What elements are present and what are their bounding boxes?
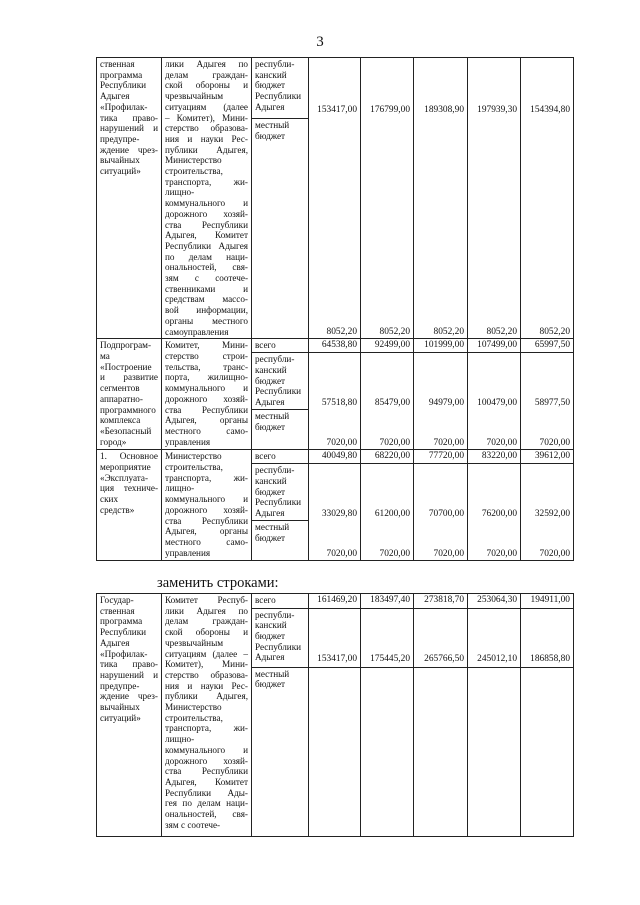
text-line: «Построение bbox=[100, 361, 152, 372]
text-line: Адыгея bbox=[255, 397, 285, 408]
text-line: местный bbox=[255, 522, 290, 533]
text-line: бюджет bbox=[255, 532, 286, 543]
text-line: Адыгея bbox=[100, 91, 130, 102]
text-line: ждение чрез- bbox=[100, 691, 158, 702]
funding-table-replacement bbox=[96, 593, 574, 837]
text-line: всего bbox=[255, 451, 276, 462]
funding-source-cell bbox=[252, 339, 309, 353]
value-cell: 39612,00 bbox=[521, 450, 574, 464]
text-line: Комитет), Мини- bbox=[165, 659, 248, 670]
text-line: дорожного хозяй- bbox=[165, 393, 248, 404]
text-line: коммунального и bbox=[165, 744, 248, 755]
text-line: бюджет bbox=[255, 421, 286, 432]
text-line: республи- bbox=[255, 465, 295, 476]
text-line: всего bbox=[255, 340, 276, 351]
text-line: стерство строи- bbox=[165, 350, 248, 361]
text-line: Республики bbox=[255, 497, 302, 508]
text-line: ских bbox=[100, 494, 119, 505]
value-cell: 273818,70 bbox=[414, 594, 468, 609]
text-line: органы местного bbox=[165, 315, 248, 326]
text-line: управления bbox=[165, 436, 211, 447]
value-cell: 107499,00 bbox=[468, 339, 521, 353]
text-line: Адыгея, органы bbox=[165, 415, 248, 426]
text-line: Республики bbox=[100, 80, 147, 91]
text-line: ства Республики bbox=[165, 515, 248, 526]
text-line: Министерство bbox=[165, 702, 222, 713]
value-cell: 153417,00 8052,20 bbox=[309, 58, 361, 339]
executor-cell bbox=[162, 450, 252, 561]
text-line: ждение чрез- bbox=[100, 144, 158, 155]
text-line: предупре- bbox=[100, 680, 140, 691]
text-line: дорожного хозяй- bbox=[165, 755, 248, 766]
text-line: порта, жилищно- bbox=[165, 372, 248, 383]
value-cell: 175445,20 bbox=[361, 608, 414, 667]
text-line: Адыгея bbox=[255, 652, 285, 663]
text-line: ния и науки Рес- bbox=[165, 133, 248, 144]
text-line: делам граждан- bbox=[165, 69, 248, 80]
value-cell: 68220,00 bbox=[361, 450, 414, 464]
value-cell bbox=[521, 667, 574, 836]
text-line: ской обороны и bbox=[165, 80, 248, 91]
text-line: средствам массо- bbox=[165, 294, 248, 305]
text-line: ситуаций» bbox=[100, 166, 141, 177]
value-cell bbox=[414, 667, 468, 836]
text-line: канский bbox=[255, 620, 287, 631]
funding-source-cell bbox=[252, 521, 309, 561]
value-cell: 197939,30 8052,20 bbox=[468, 58, 521, 339]
text-line: дорожного хозяй- bbox=[165, 208, 248, 219]
text-line: зям с соотече- bbox=[165, 273, 248, 284]
funding-source-cell bbox=[252, 353, 309, 410]
text-line: публики Адыгея, bbox=[165, 144, 248, 155]
value-cell: 83220,00 bbox=[468, 450, 521, 464]
text-line: программа bbox=[100, 69, 143, 80]
text-line: лики Адыгея по bbox=[165, 59, 248, 69]
text-line: чрезвычайным bbox=[165, 91, 224, 102]
value-cell: 57518,80 7020,00 bbox=[309, 353, 361, 450]
value-cell: 40049,80 bbox=[309, 450, 361, 464]
text-line: ства Республики bbox=[165, 404, 248, 415]
text-line: строительства, bbox=[165, 461, 223, 472]
text-line: сегментов bbox=[100, 383, 140, 394]
text-line: зям с соотече- bbox=[165, 819, 221, 830]
text-line: 1. Основное bbox=[100, 451, 158, 462]
text-line: – Комитет), Мини- bbox=[165, 112, 248, 123]
text-line: Республики bbox=[100, 627, 147, 638]
program-name-cell bbox=[97, 450, 162, 561]
funding-source-cell bbox=[252, 58, 309, 119]
value-cell: 265766,50 bbox=[414, 608, 468, 667]
text-line: делам граждан- bbox=[165, 616, 248, 627]
value-cell: 32592,00 7020,00 bbox=[521, 464, 574, 561]
value-cell: 183497,40 bbox=[361, 594, 414, 609]
text-line: транспорта, жи- bbox=[165, 472, 248, 483]
text-line: и развитие bbox=[100, 372, 158, 383]
value-cell: 94979,00 7020,00 bbox=[414, 353, 468, 450]
table-row bbox=[97, 594, 574, 609]
text-line: вычайных bbox=[100, 702, 140, 713]
program-name-cell bbox=[97, 58, 162, 339]
value-cell: 176799,00 8052,20 bbox=[361, 58, 414, 339]
text-line: ственная bbox=[100, 605, 135, 616]
text-line: ственная bbox=[100, 59, 135, 69]
value-cell: 154394,80 8052,20 bbox=[521, 58, 574, 339]
text-line: строительства, bbox=[165, 166, 223, 177]
value-cell: 85479,00 7020,00 bbox=[361, 353, 414, 450]
table-row bbox=[97, 58, 574, 119]
text-line: местный bbox=[255, 120, 290, 131]
value-cell: 92499,00 bbox=[361, 339, 414, 353]
text-line: бюджет bbox=[255, 630, 286, 641]
value-cell: 33029,80 7020,00 bbox=[309, 464, 361, 561]
text-line: канский bbox=[255, 69, 287, 80]
page-number: 3 bbox=[316, 34, 324, 50]
text-line: Комитет Респуб- bbox=[165, 595, 248, 605]
text-line: программа bbox=[100, 616, 143, 627]
program-name-cell bbox=[97, 339, 162, 450]
value-cell: 65997,50 bbox=[521, 339, 574, 353]
text-line: ональностей, свя- bbox=[165, 262, 248, 273]
text-line: предупре- bbox=[100, 133, 140, 144]
text-line: Адыгея, органы bbox=[165, 526, 248, 537]
text-line: ства Республики bbox=[165, 766, 248, 777]
text-line: республи- bbox=[255, 354, 295, 365]
text-line: «Профилак- bbox=[100, 648, 148, 659]
text-line: Подпрограм- bbox=[100, 340, 152, 351]
funding-source-cell bbox=[252, 410, 309, 450]
value-cell: 245012,10 bbox=[468, 608, 521, 667]
value-cell: 77720,00 bbox=[414, 450, 468, 464]
text-line: Адыгея, Комитет bbox=[165, 230, 248, 241]
value-cell: 189308,90 8052,20 bbox=[414, 58, 468, 339]
value-cell: 161469,20 bbox=[309, 594, 361, 609]
text-line: местного само- bbox=[165, 536, 248, 547]
funding-source-cell bbox=[252, 464, 309, 521]
value-cell bbox=[468, 667, 521, 836]
text-line: самоуправления bbox=[165, 326, 229, 337]
text-line: канский bbox=[255, 364, 287, 375]
text-line: аппаратно- bbox=[100, 393, 143, 404]
text-line: программного bbox=[100, 404, 156, 415]
program-name-cell bbox=[97, 594, 162, 837]
text-line: Министерство bbox=[165, 451, 222, 462]
text-line: Государ- bbox=[100, 595, 134, 605]
text-line: бюджет bbox=[255, 375, 286, 386]
text-line: гея по делам наци- bbox=[165, 798, 248, 809]
table-row bbox=[97, 450, 574, 464]
text-line: ция техниче- bbox=[100, 483, 158, 494]
text-line: республи- bbox=[255, 59, 295, 69]
text-line: ситуаций» bbox=[100, 712, 141, 723]
text-line: Республики Ады- bbox=[165, 787, 248, 798]
text-line: всего bbox=[255, 595, 276, 605]
text-line: тика право- bbox=[100, 659, 158, 670]
funding-source-cell bbox=[252, 667, 309, 836]
text-line: ской обороны и bbox=[165, 627, 248, 638]
value-cell: 70700,00 7020,00 bbox=[414, 464, 468, 561]
text-line: местный bbox=[255, 668, 290, 679]
text-line: вычайных bbox=[100, 155, 140, 166]
text-line: транспорта, жи- bbox=[165, 723, 248, 734]
text-line: тельства, транс- bbox=[165, 361, 248, 372]
text-line: стерство образова- bbox=[165, 669, 248, 680]
text-line: строительства, bbox=[165, 712, 223, 723]
replace-heading: заменить строками: bbox=[157, 575, 279, 591]
text-line: средств» bbox=[100, 504, 135, 515]
text-line: ситуациям (далее – bbox=[165, 648, 248, 659]
value-cell: 153417,00 bbox=[309, 608, 361, 667]
text-line: бюджет bbox=[255, 130, 286, 141]
text-line: бюджет bbox=[255, 486, 286, 497]
text-line: Адыгея bbox=[255, 101, 285, 112]
text-line: вой информации, bbox=[165, 305, 248, 316]
text-line: бюджет bbox=[255, 80, 286, 91]
text-line: Республики bbox=[255, 641, 302, 652]
value-cell bbox=[361, 667, 414, 836]
executor-cell bbox=[162, 339, 252, 450]
text-line: ональностей, свя- bbox=[165, 809, 248, 820]
text-line: бюджет bbox=[255, 679, 286, 690]
text-line: по делам наци- bbox=[165, 251, 248, 262]
text-line: коммунального и bbox=[165, 198, 248, 209]
text-line: Министерство bbox=[165, 155, 222, 166]
text-line: транспорта, жи- bbox=[165, 176, 248, 187]
value-cell: 186858,80 bbox=[521, 608, 574, 667]
text-line: ма bbox=[100, 350, 110, 361]
text-line: республи- bbox=[255, 609, 295, 620]
funding-source-cell bbox=[252, 594, 309, 609]
text-line: Республики Адыгея bbox=[165, 240, 248, 251]
funding-table-original bbox=[96, 57, 574, 561]
text-line: лищно- bbox=[165, 483, 195, 494]
text-line: город» bbox=[100, 436, 127, 447]
text-line: ства Республики bbox=[165, 219, 248, 230]
table-row bbox=[97, 339, 574, 353]
text-line: местный bbox=[255, 411, 290, 422]
executor-cell bbox=[162, 58, 252, 339]
text-line: местного само- bbox=[165, 425, 248, 436]
value-cell: 76200,00 7020,00 bbox=[468, 464, 521, 561]
text-line: Адыгея bbox=[100, 637, 130, 648]
value-cell: 58977,50 7020,00 bbox=[521, 353, 574, 450]
text-line: чрезвычайным bbox=[165, 637, 224, 648]
text-line: ния и науки Рес- bbox=[165, 680, 248, 691]
text-line: управления bbox=[165, 547, 211, 558]
text-line: Адыгея bbox=[255, 508, 285, 519]
value-cell: 100479,00 7020,00 bbox=[468, 353, 521, 450]
text-line: нарушений и bbox=[100, 669, 158, 680]
text-line: мероприятие bbox=[100, 461, 151, 472]
value-cell: 61200,00 7020,00 bbox=[361, 464, 414, 561]
executor-cell bbox=[162, 594, 252, 837]
text-line: нарушений и bbox=[100, 123, 158, 134]
text-line: дорожного хозяй- bbox=[165, 504, 248, 515]
text-line: тика право- bbox=[100, 112, 158, 123]
text-line: лищно- bbox=[165, 187, 195, 198]
funding-source-cell bbox=[252, 119, 309, 339]
text-line: коммунального и bbox=[165, 383, 248, 394]
text-line: лики Адыгея по bbox=[165, 605, 248, 616]
text-line: лищно- bbox=[165, 734, 195, 745]
value-cell: 194911,00 bbox=[521, 594, 574, 609]
text-line: Адыгея, Комитет bbox=[165, 776, 248, 787]
value-cell: 64538,80 bbox=[309, 339, 361, 353]
text-line: коммунального и bbox=[165, 494, 248, 505]
text-line: ситуациям (далее bbox=[165, 101, 248, 112]
text-line: «Безопасный bbox=[100, 425, 152, 436]
text-line: комплекса bbox=[100, 415, 141, 426]
text-line: стерство образова- bbox=[165, 123, 248, 134]
value-cell bbox=[309, 667, 361, 836]
funding-source-cell bbox=[252, 450, 309, 464]
text-line: Комитет, Мини- bbox=[165, 340, 248, 351]
text-line: Республики bbox=[255, 91, 302, 102]
value-cell: 101999,00 bbox=[414, 339, 468, 353]
text-line: Республики bbox=[255, 386, 302, 397]
text-line: канский bbox=[255, 475, 287, 486]
funding-source-cell bbox=[252, 608, 309, 667]
text-line: публики Адыгея, bbox=[165, 691, 248, 702]
text-line: ственниками и bbox=[165, 283, 248, 294]
text-line: «Профилак- bbox=[100, 101, 148, 112]
value-cell: 253064,30 bbox=[468, 594, 521, 609]
text-line: «Эксплуата- bbox=[100, 472, 149, 483]
